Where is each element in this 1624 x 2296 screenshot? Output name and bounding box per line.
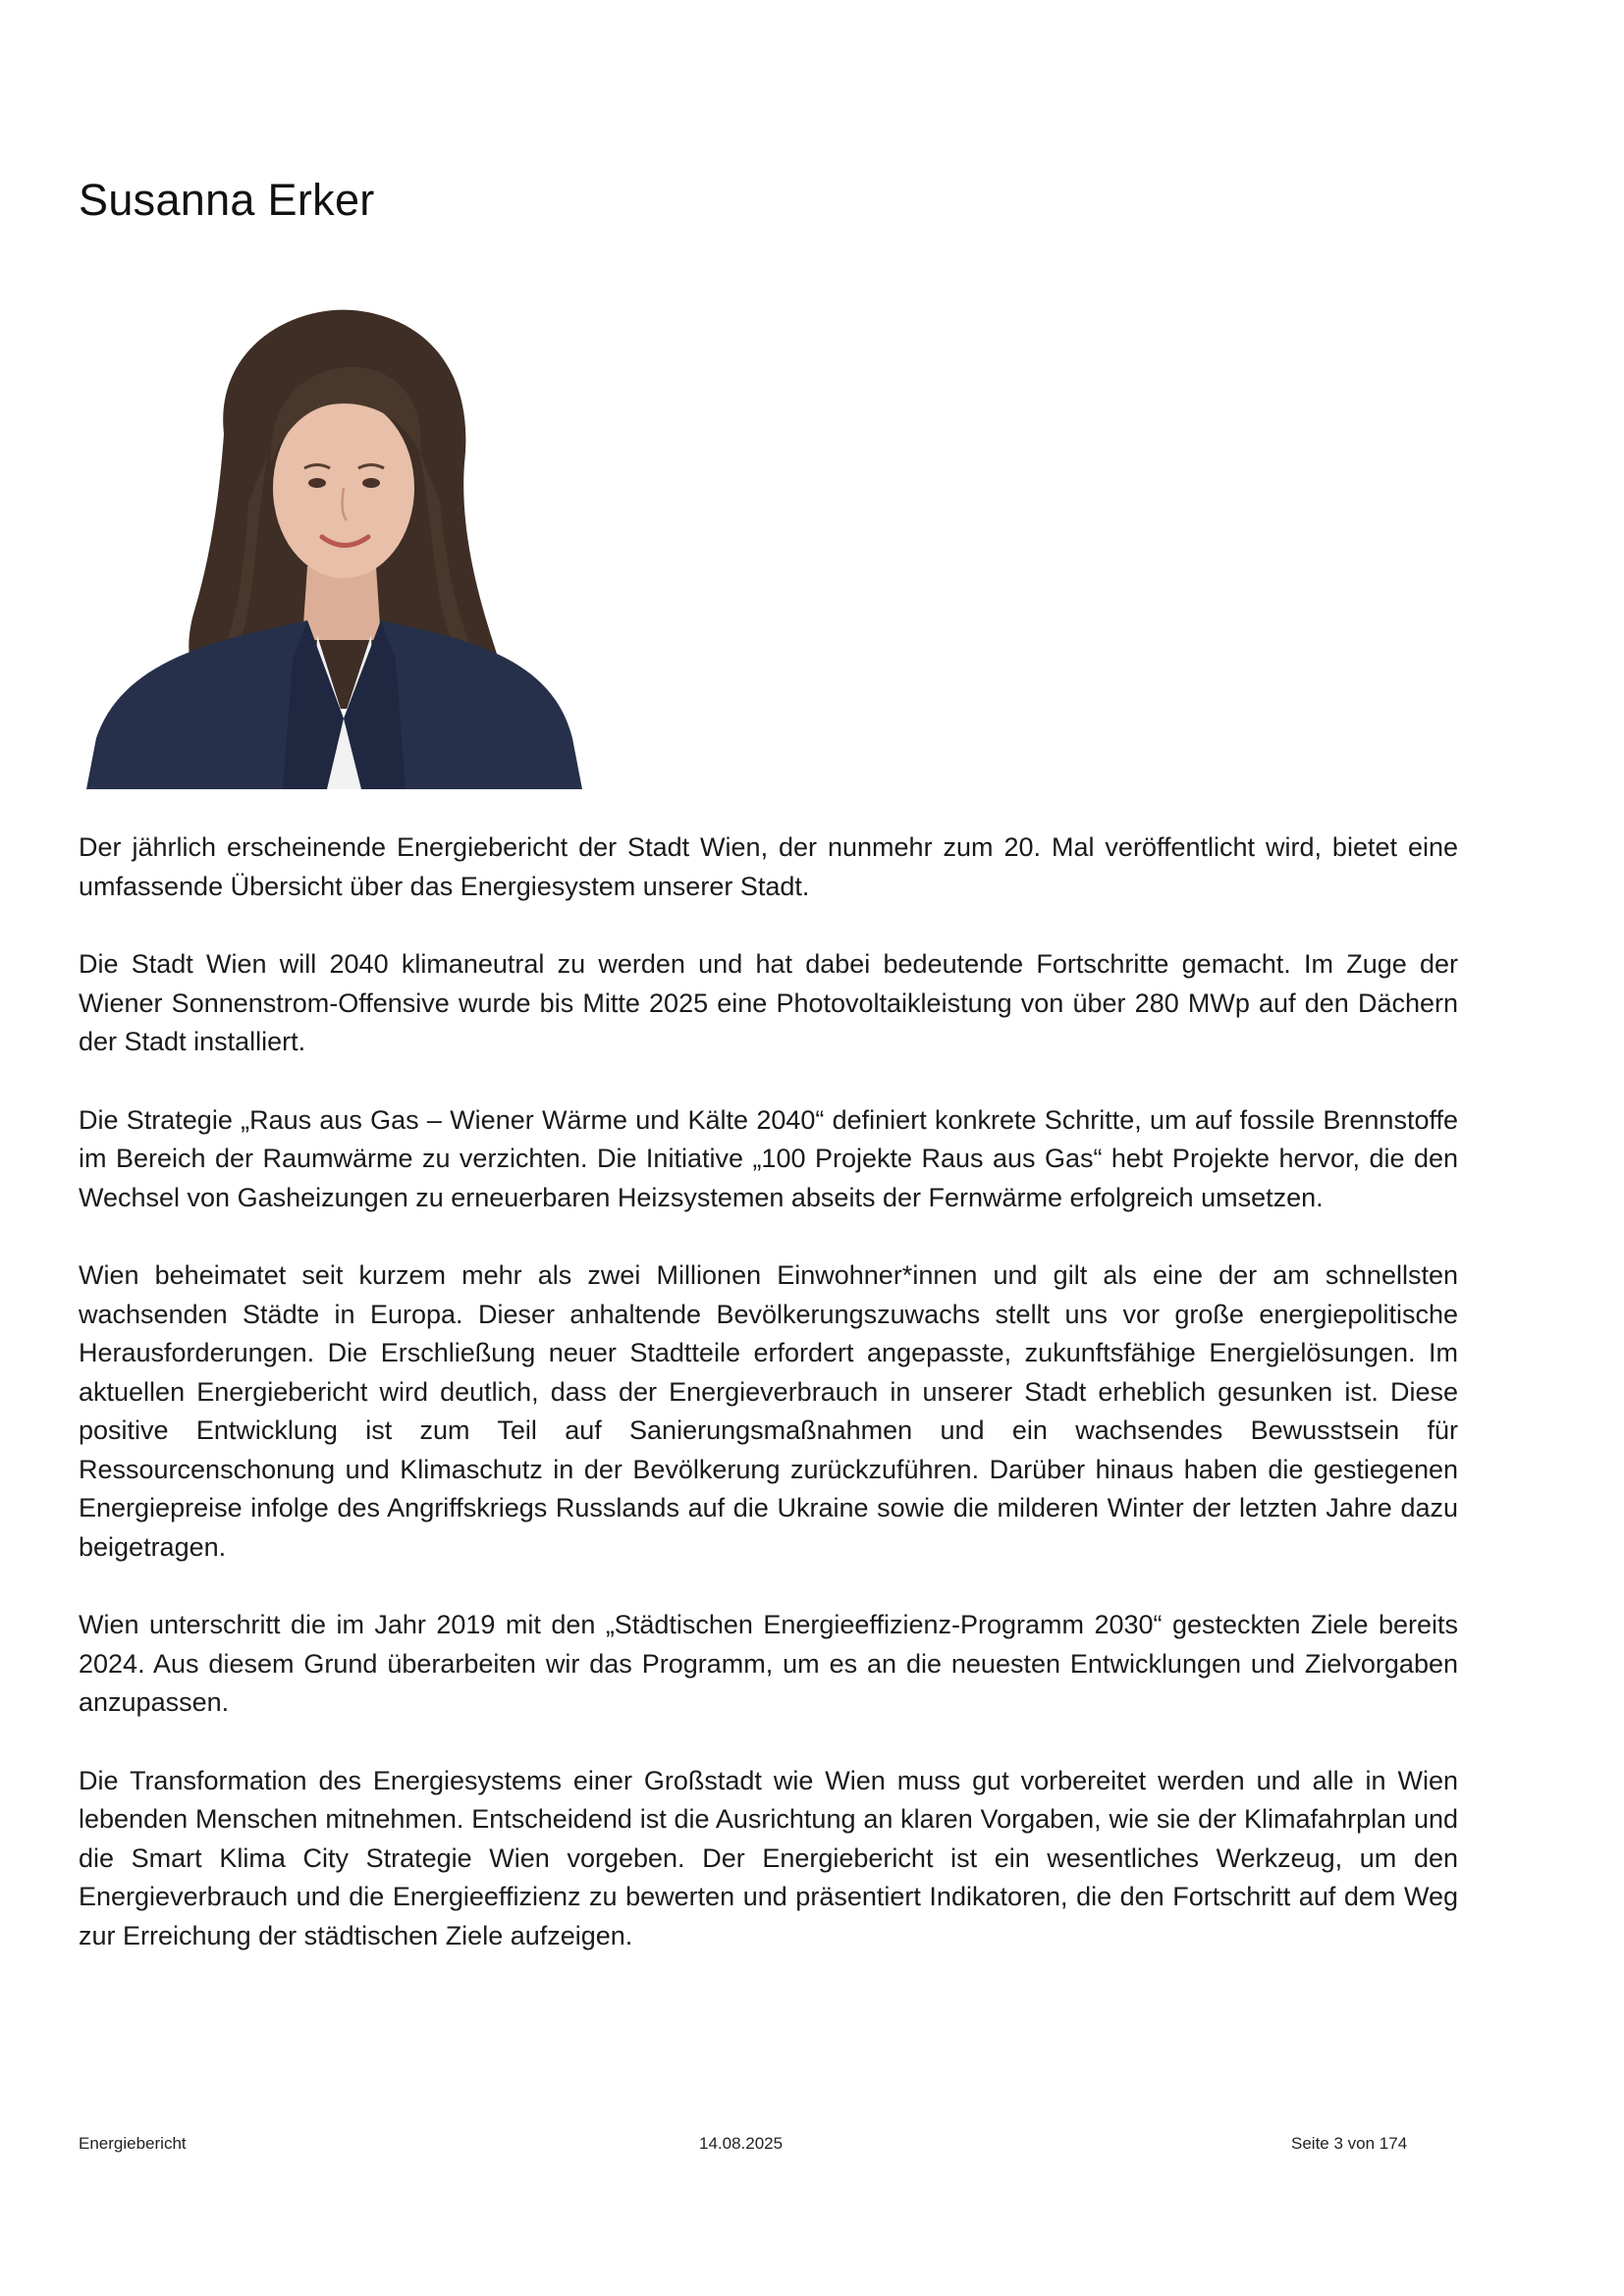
portrait-photo [86,306,582,789]
paragraph: Die Stadt Wien will 2040 klimaneutral zu werden und hat dabei bedeutende Fortschritte gemacht. Im Zuge der Wiener Sonnenstrom-Offensive wurde bis Mitte 2025 eine Photovoltaikleistung von über 280 MWp auf den Dächern der Stadt installiert. [79,949,1458,1056]
footer-date: 14.08.2025 [699,2134,784,2153]
page-title: Susanna Erker [79,175,375,225]
body-text [79,828,1458,1995]
paragraph: Wien unterschritt die im Jahr 2019 mit den „Städtischen Energieeffizienz-Programm 2030“ gesteckten Ziele bereits 2024. Aus diesem Grund überarbeiten wir das Programm, um es an die neuesten Entwicklungen und Zielvorgaben anzupassen. [79,1610,1458,1717]
paragraph: Wien beheimatet seit kurzem mehr als zwei Millionen Einwohner*innen und gilt als eine der am schnellsten wachsenden Städte in Europa. Dieser anhaltende Bevölkerungszuwachs stellt uns vor große energiepolitische Herausforderungen. Die Erschließung neuer Stadtteile erfordert angepasste, zukunftsfähige Energielösungen. Im aktuellen Energiebericht wird deutlich, dass der Energieverbrauch in unserer Stadt erheblich gesunken ist. Diese positive Entwicklung ist zum Teil auf Sanierungsmaßnahmen und ein wachsendes Bewusstsein für Ressourcenschonung und Klimaschutz in der Bevölkerung zurückzuführen. Darüber hinaus haben die gestiegenen Energiepreise infolge des Angriffskriegs Russlands auf die Ukraine sowie die milderen Winter der letzten Jahre dazu beigetragen. [79,1260,1458,1562]
footer-page-number: Seite 3 von 174 [1291,2134,1408,2153]
paragraph: Die Strategie „Raus aus Gas – Wiener Wärme und Kälte 2040“ definiert konkrete Schritte, um auf fossile Brennstoffe im Bereich der Raumwärme zu verzichten. Die Initiative „100 Projekte Raus aus Gas“ hebt Projekte hervor, die den Wechsel von Gasheizungen zu erneuerbaren Heizsystemen abseits der Fernwärme erfolgreich umsetzen. [79,1104,1458,1212]
paragraph: Der jährlich erscheinende Energiebericht der Stadt Wien, der nunmehr zum 20. Mal veröffentlicht wird, bietet eine umfassende Übersicht über das Energiesystem unserer Stadt. [79,832,1458,901]
footer-document-name: Energiebericht [79,2134,187,2153]
paragraph: Die Transformation des Energiesystems einer Großstadt wie Wien muss gut vorbereitet werden und alle in Wien lebenden Menschen mitnehmen. Entscheidend ist die Ausrichtung an klaren Vorgaben, wie sie der Klimafahrplan und die Smart Klima City Strategie Wien vorgeben. Der Energiebericht ist ein wesentliches Werkzeug, um den Energieverbrauch und die Energieeffizienz zu bewerten und präsentiert Indikatoren, die den Fortschritt auf dem Weg zur Erreichung der städtischen Ziele aufzeigen. [79,1765,1458,1950]
